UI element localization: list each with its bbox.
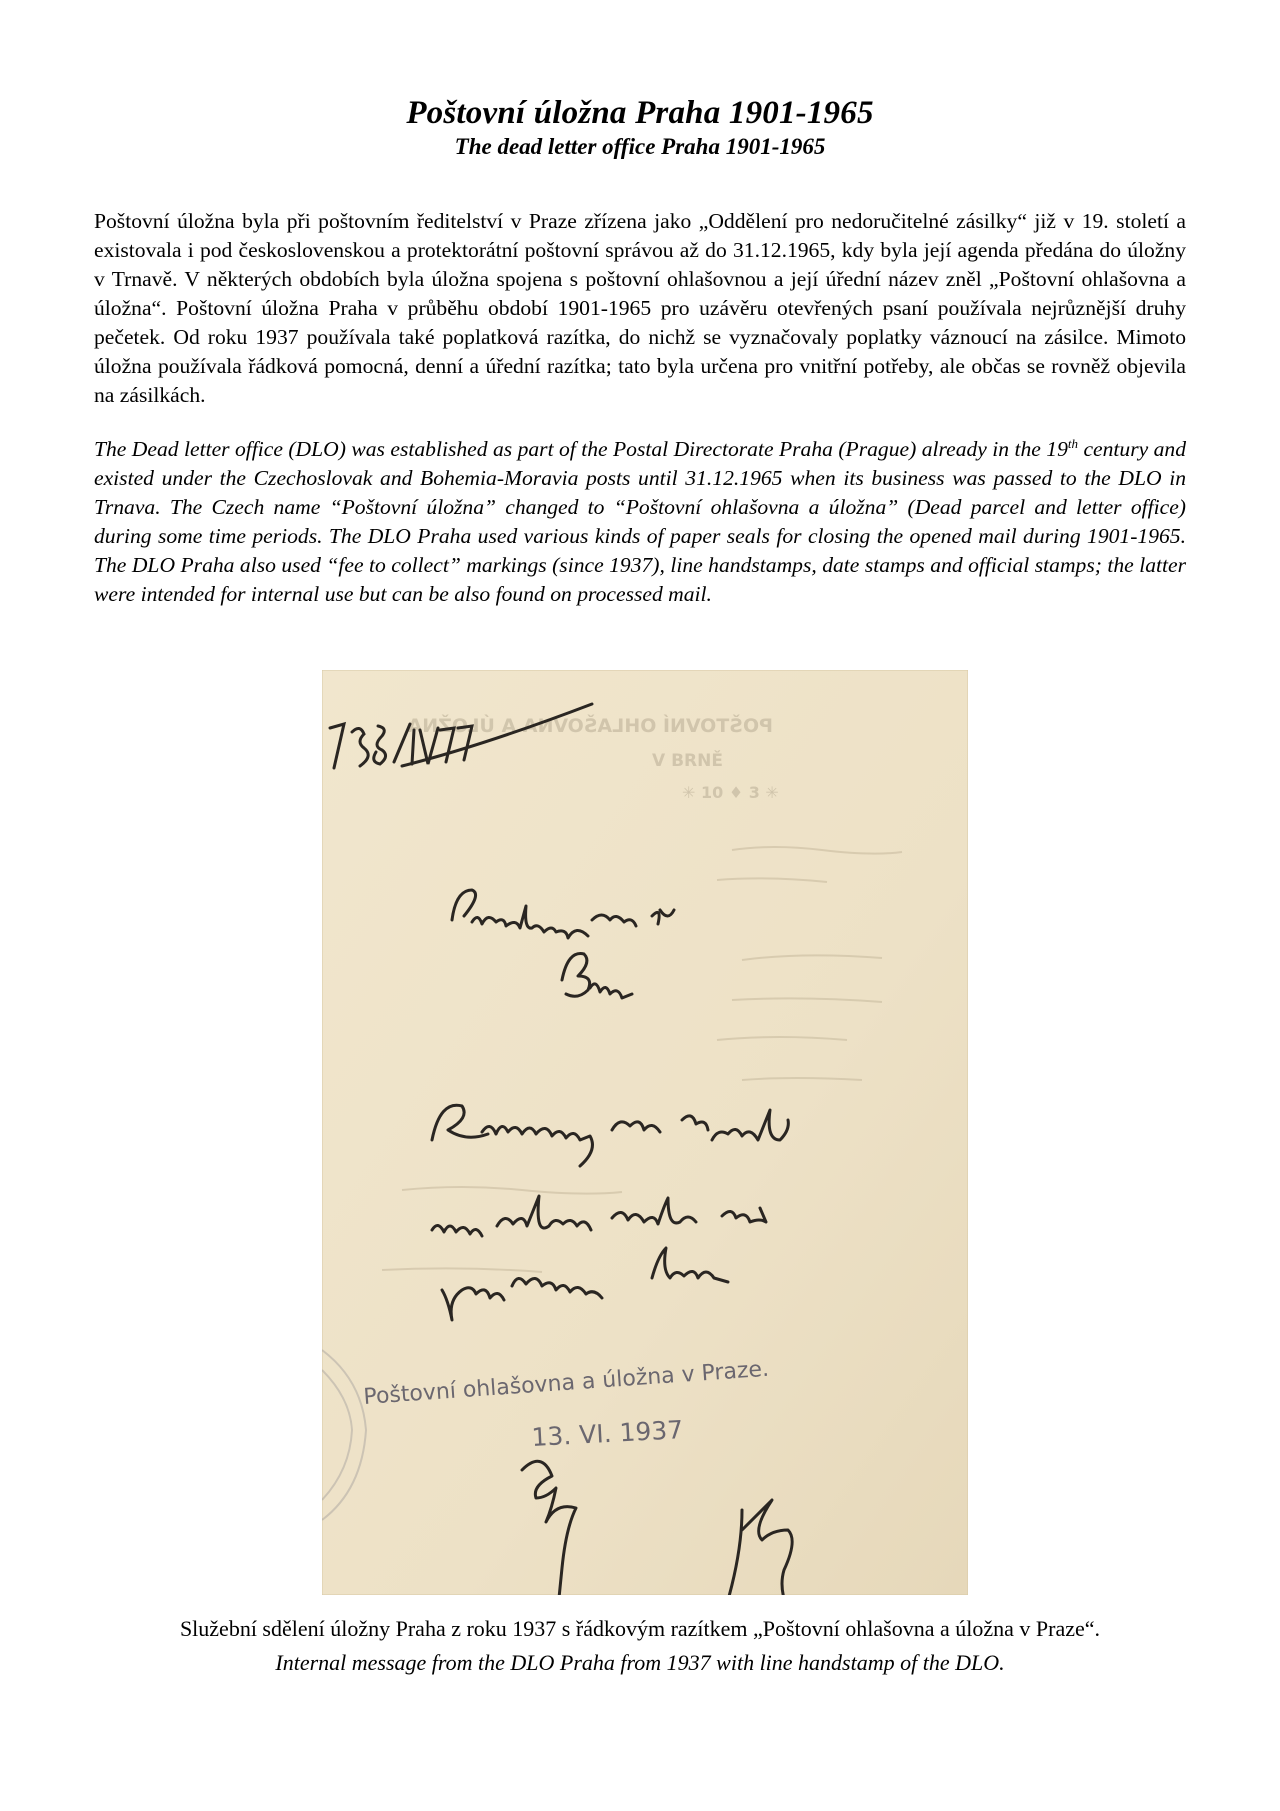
letter-paper xyxy=(322,670,968,1595)
english-paragraph xyxy=(94,435,1186,609)
caption-czech: Služební sdělení úložny Praha z roku 1937 s řádkovým razítkem „Poštovní ohlašovna a úložna v Praze“. xyxy=(179,1616,1101,1641)
ordinal-suffix: th xyxy=(1067,435,1079,451)
letter-image xyxy=(322,670,968,1595)
svg-text:V BRNĚ: V BRNĚ xyxy=(652,751,723,771)
svg-text:✳ 10 ♦ 3 ✳: ✳ 10 ♦ 3 ✳ xyxy=(682,783,779,802)
english-paragraph-part1: The Dead letter office (DLO) was established as part of the Postal Directorate Praha (Prague) already in the 19 xyxy=(94,437,1068,461)
page-title: Poštovní úložna Praha 1901-1965 xyxy=(406,95,874,131)
english-paragraph-part2: century and existed under the Czechoslovak and Bohemia-Moravia posts until 31.12.1965 when its business was passed to the DLO in Trnava. The Czech name “Poštovní úložna” changed to “Poštovní ohlašovna a úložna” (Dead parcel and letter office) during some time periods. The DLO Praha used various kinds of paper seals for closing the opened mail during 1901-1965. The DLO Praha also used “fee to collect” markings (since 1937), line handstamps, date stamps and official stamps; the latter were intended for internal use but can be also found on processed mail. xyxy=(94,437,1187,606)
caption-english: Internal message from the DLO Praha from 1937 with line handstamp of the DLO. xyxy=(275,1650,1005,1675)
page-subtitle: The dead letter office Praha 1901-1965 xyxy=(454,134,826,159)
svg-text:13. VI. 1937: 13. VI. 1937 xyxy=(530,1415,684,1452)
title-block xyxy=(0,95,1280,160)
czech-paragraph: Poštovní úložna byla při poštovním ředitelství v Praze zřízena jako „Oddělení pro nedoručitelné zásilky“ již v 19. století a existovala i pod československou a protektorátní poštovní správou až do 31.12.1965, kdy byla její agenda předána do úložny v Trnavě. V některých obdobích byla úložna spojena s poštovní ohlašovnou a její úřední název zněl „Poštovní ohlašovna a úložna“. Poštovní úložna Praha v průběhu období 1901-1965 pro uzávěru otevřených psaní používala nejrůznější druhy pečetek. Od roku 1937 používala také poplatková razítka, do nichž se vyznačovaly poplatky váznoucí na zásilce. Mimoto úložna používala řádková pomocná, denní a úřední razítka; tato byla určena pro vnitřní potřeby, ale občas se rovněž objevila na zásilkách. xyxy=(94,209,1186,407)
svg-text:Poštovní ohlašovna a úložna v: Poštovní ohlašovna a úložna v Praze. xyxy=(362,1356,770,1410)
svg-text:POŠTOVNÍ OHLAŠOVNA A ÚLOŽNA: POŠTOVNÍ OHLAŠOVNA A ÚLOŽNA xyxy=(407,715,773,737)
